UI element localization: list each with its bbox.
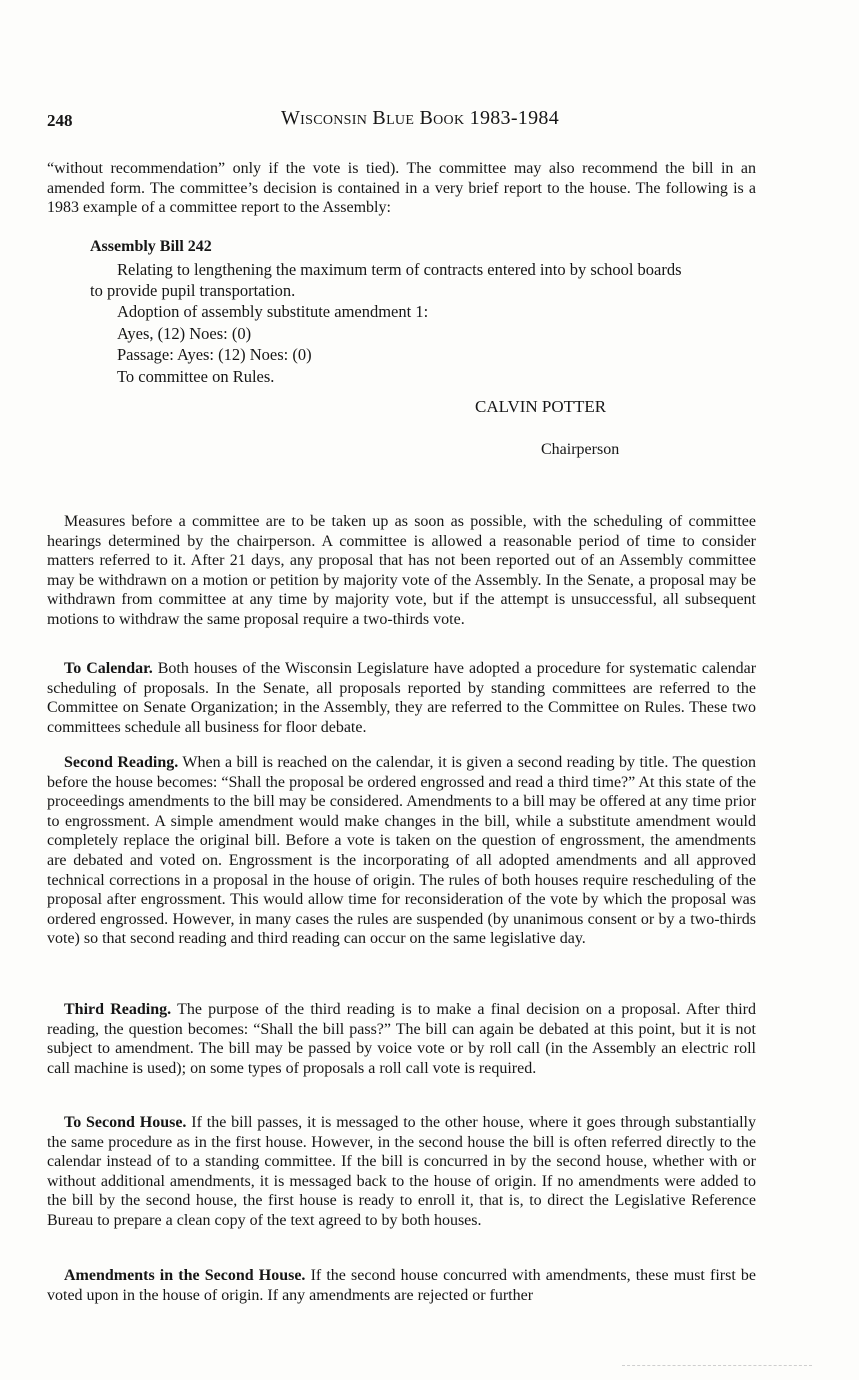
intro-paragraph: “without recommendation” only if the vote is tied). The committee may also recommend the bill in an amended form. The committee’s decision is contained in a very brief report to the house. The following is a 1983 example of a committee report to the Assembly:	[47, 160, 756, 217]
report-signer: CALVIN POTTER	[475, 397, 607, 416]
committee-report	[90, 237, 690, 387]
report-title: Assembly Bill 242	[90, 238, 212, 255]
section-heading: Second Reading.	[64, 754, 179, 771]
paragraph-body: When a bill is reached on the calendar, it is given a second reading by title. The question before the house becomes: “Shall the proposal be ordered engrossed and read a third time?” At this state of the proceedings amendments to the bill may be considered. Amendments to a bill may be offered at any time prior to engrossment. A simple amendment would make changes in the bill, while a substitute amendment would completely replace the original bill. Before a vote is taken on the question of engrossment, the amendments are debated and voted on. Engrossment is the incorporating of all adopted amendments and all approved technical corrections in a proposal in the house of origin. The rules of both houses require rescheduling of the proposal after engrossment. This would allow time for reconsideration of the vote by which the proposal was ordered engrossed. However, in many cases the rules are suspended (by unanimous consent or by a two-thirds vote) so that second reading and third reading can occur on the same legislative day.	[47, 754, 757, 948]
report-relating-clause: Relating to lengthening the maximum term of contracts entered into by school boards to provide pupil transportation.	[90, 259, 682, 300]
paragraph-amendments-second-house	[47, 1266, 756, 1305]
paragraph-second-reading	[47, 753, 756, 949]
paragraph-to-second-house	[47, 1113, 756, 1231]
report-line: Passage: Ayes: (12) Noes: (0)	[117, 345, 312, 365]
section-heading: To Calendar.	[64, 660, 153, 677]
paragraph-third-reading	[47, 1000, 756, 1078]
report-line: Adoption of assembly substitute amendment 1:	[117, 302, 429, 322]
paragraph-body: If the second house concurred with amendments, these must first be voted upon in the house of origin. If any amendments are rejected or further	[47, 1267, 757, 1304]
report-line: Ayes, (12) Noes: (0)	[117, 323, 252, 343]
paragraph-body: Both houses of the Wisconsin Legislature have adopted a procedure for systematic calendar scheduling of proposals. In the Senate, all proposals reported by standing committees are referred to the Committee on Senate Organization; in the Assembly, they are referred to the Committee on Rules. These two committees schedule all business for floor debate.	[47, 660, 757, 736]
paragraph-body: The purpose of the third reading is to make a final decision on a proposal. After third reading, the question becomes: “Shall the bill pass?” The bill can again be debated at this point, but it is not subject to amendment. The bill may be passed by voice vote or by roll call (in the Assembly an electric roll call machine is used); on some types of proposals a roll call vote is required.	[47, 1001, 756, 1077]
page-number: 248	[47, 111, 73, 130]
paragraph-committee-measures	[47, 512, 756, 630]
section-heading: Amendments in the Second House.	[64, 1267, 306, 1284]
paragraph-body: Measures before a committee are to be taken up as soon as possible, with the scheduling of committee hearings determined by the chairperson. A committee is allowed a reasonable period of time to consider matters referred to it. After 21 days, any proposal that has not been reported out of an Assembly committee may be withdrawn on a motion or petition by majority vote of the Assembly. In the Senate, a proposal may be withdrawn from committee at any time by majority vote, but if the attempt is unsuccessful, all subsequent motions to withdraw the same proposal require a two-thirds vote.	[47, 513, 756, 628]
paragraph-body: If the bill passes, it is messaged to the other house, where it goes through substantially the same procedure as in the first house. However, in the second house the bill is often referred directly to the calendar instead of to a standing committee. If the bill is concurred in by the second house, whether with or without additional amendments, it is messaged back to the house of origin. If no amendments were added to the bill by the second house, the first house is ready to enroll it, that is, to direct the Legislative Reference Bureau to prepare a clean copy of the text agreed to by both houses.	[47, 1114, 757, 1229]
report-signer-title: Chairperson	[541, 441, 620, 458]
section-heading: Third Reading.	[64, 1001, 172, 1018]
scan-artifact-divider	[622, 1365, 812, 1367]
report-line: To committee on Rules.	[117, 366, 275, 386]
running-title: Wisconsin Blue Book 1983-1984	[280, 107, 560, 129]
paragraph-to-calendar	[47, 659, 756, 737]
section-heading: To Second House.	[64, 1114, 187, 1131]
